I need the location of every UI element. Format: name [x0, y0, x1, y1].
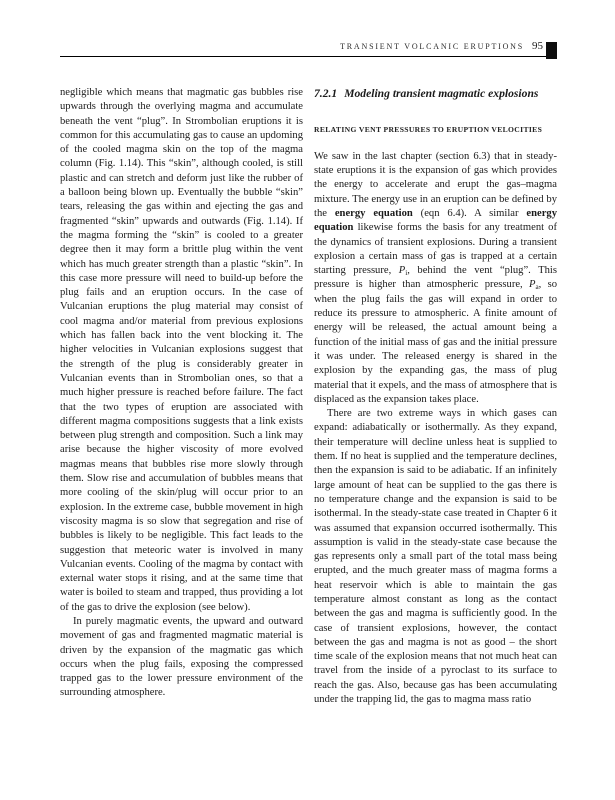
two-column-text [60, 86, 557, 707]
section-heading [314, 86, 557, 102]
subsection-heading: RELATING VENT PRESSURES TO ERUPTION VELOCITIES [314, 124, 543, 134]
page-number: 95 [532, 40, 543, 52]
section-number: 7.2.1 [314, 87, 338, 100]
paragraph: There are two extreme ways in which gases can expand: adiabatically or isothermally. As they expand, their temperature will decline unless heat is supplied to them. If no heat is supplied and the temperature declines, then the expansion is said to be adiabatic. If an infinitely large amount of heat can be supplied to the gas there is no temperature change and the expansion is said to be isothermal. In the steady-state case treated in Chapter 6 it was assumed that expansion occurred isothermally. This assumption is valid in the steady-state case because the gas represents only a small part of the total mass being erupted, and the much greater mass of magma forms a heat reservoir which is able to maintain the gas temperature almost constant as long as the contact between the gas and magma is sufficiently good. In the case of transient explosions, however, the contact between the gas and magma is not as good – the short time scale of the explosion means that not much heat can travel from the inside of a pyroclast to its surface to reach the gas. Also, because gas has been accumulating under the trapping lid, the gas to magma mass ratio [314, 408, 557, 706]
paragraph: In purely magmatic events, the upward and outward movement of gas and fragmented magmatic material is driven by the expansion of the magmatic gas which occurs when the plug fails, exposing the compressed trapped gas to the lower pressure environment of the surrounding atmosphere. [60, 615, 303, 699]
left-column [60, 86, 303, 707]
paragraph: We saw in the last chapter (section 6.3) that in steady-state eruptions it is the expansion of gas which provides the energy to accelerate and erupt the gas–magma mixture. The energy use in an eruption can be defined by the energy equation (eqn 6.4). A similar energy equation likewise forms the basis for any treatment of the dynamics of transient explosions. During a transient explosion a certain mass of gas is trapped at a certain starting pressure, $P_i$, behind the vent “plug”. This pressure is higher than atmospheric pressure, $P_a$, so when the plug fails the gas will expand in order to reduce its pressure to atmospheric. A finite amount of energy will be released, the actual amount being a function of the initial mass of gas and the initial pressure it was under. The released energy is shared in the explosion by the expanding gas, the mass of plug material that it expels, and the mass of atmosphere that is displaced as the expansion takes place. [314, 150, 558, 405]
running-head [60, 40, 557, 57]
right-column [314, 86, 557, 707]
running-head-row [60, 40, 557, 52]
chapter-tab-marker [546, 42, 557, 59]
running-title: TRANSIENT VOLCANIC ERUPTIONS [340, 42, 524, 51]
paragraph: negligible which means that magmatic gas bubbles rise upwards through the overlying magma and accumulate beneath the vent “plug”. In Strombolian eruptions it is common for this accumulating gas to cause an updoming of the cooled magma skin on the top of the magma column (Fig. 1.14). This “skin”, although cooled, is still plastic and can stretch and deform just like the rubber of a balloon being blown up. Eventually the bubble “skin” tears, releasing the gas within and ejecting the gas and fragmented “skin” upwards and outwards (Fig. 1.14). If the magma forming the “skin” is cooled to a greater degree then it may form a brittle plug within the vent which has much greater strength than a plastic “skin”. In this case more pressure will need to build-up before the plug fails and an eruption occurs. In the case of Vulcanian eruptions the plug material may consist of cool magma and/or material from previous explosions which has fallen back into the vent blocking it. The higher velocities in Vulcanian explosions suggest that the strength of the plug is considerably greater in Vulcanian events than in Strombolian ones, so that a much higher pressure is reached before failure. The fact that the two types of eruption are associated with different magma compositions suggests that a link exists between plug strength and composition. Such a link may arise because the higher viscosity of more evolved magmas means that bubbles rise more slowly through them. Slow rise and accumulation of bubbles means that more cooling of the skin/plug will occur prior to an explosion. In the extreme case, bubble movement in high viscosity magma is so slow that segregation and rise of bubbles is likely to be negligible. This fact leads to the suggestion that meteoric water is involved in many Vulcanian events. Cooling of the magma by contact with external water stops it rising, and at the same time that water is boiled to steam and trapped, thus providing a lot of the gas to drive the explosion (see below). [60, 87, 303, 613]
section-title: Modeling transient magmatic explosions [344, 87, 539, 100]
right-column-body [314, 150, 557, 708]
